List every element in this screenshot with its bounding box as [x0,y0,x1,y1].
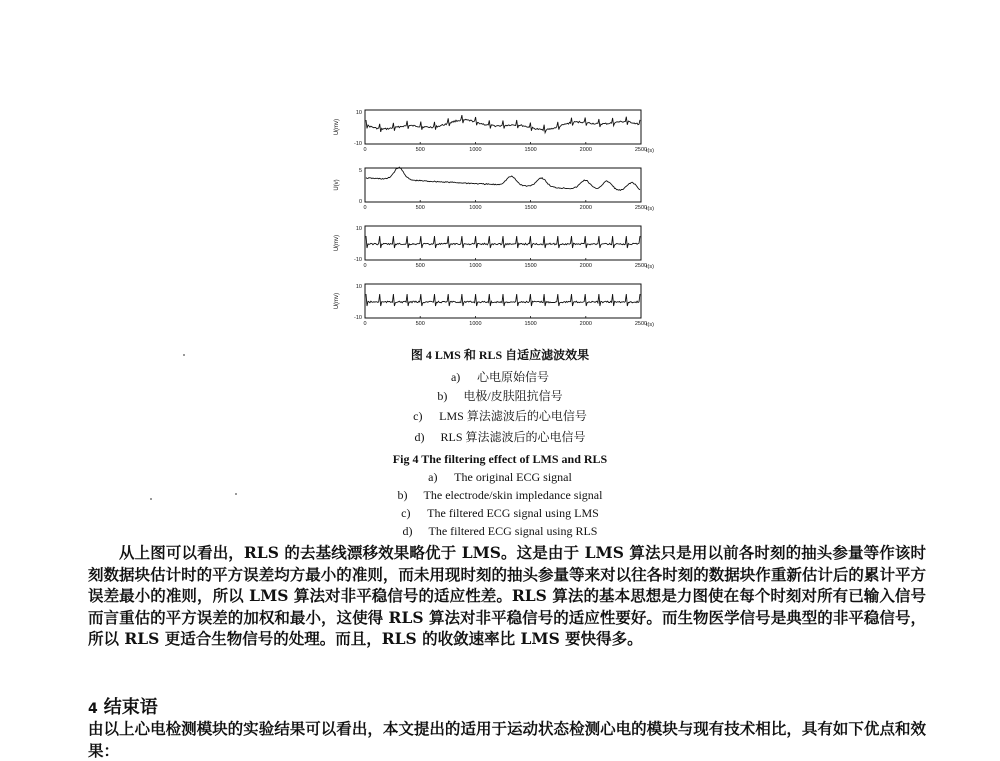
panel-c [334,226,654,270]
panel-xtick-label: 1500 [524,321,537,327]
figure-caption-title-cn: 图 4 LMS 和 RLS 自适应滤波效果 [410,348,590,362]
panel-b [334,167,654,212]
caption-item-en-c: c) The filtered ECG signal using LMS [401,506,599,520]
panel-xtick-label: 1000 [469,205,482,211]
section-number: 4 [88,701,98,717]
panel-ylabel: U(mv) [334,118,340,136]
panel-xtick-label: 0 [363,205,367,211]
scan-speck [183,354,185,356]
panel-ylabel: U(v) [334,179,340,191]
panel-xunit: t(s) [646,148,654,154]
section-heading [88,693,158,719]
panel-ytick-top: 10 [355,226,362,232]
panel-xtick-label: 2000 [579,147,592,153]
panel-ytick-bottom: -10 [354,257,362,263]
caption-item-cn-d: d) RLS 算法滤波后的心电信号 [414,430,586,444]
panel-ylabel: U(mv) [334,292,340,310]
panel-ytick-bottom: -10 [354,315,362,321]
panel-xtick-label: 0 [363,263,367,269]
panel-d [334,284,654,328]
panel-ytick-bottom: -10 [354,141,362,147]
panel-xtick-label: 1500 [524,205,537,211]
panel-xtick-label: 1000 [469,263,482,269]
panel-xunit: t(s) [646,322,654,328]
panel-xtick-label: 1000 [469,147,482,153]
scan-speck [150,498,152,500]
panel-xtick-label: 500 [415,321,425,327]
caption-item-en-d: d) The filtered ECG signal using RLS [402,524,598,538]
panel-signal-line [366,294,640,306]
panel-xtick-label: 1500 [524,263,537,269]
body-paragraph-2 [88,718,926,761]
panel-xtick-label: 2000 [579,263,592,269]
panel-a [334,110,654,154]
panel-ytick-top: 10 [355,284,362,290]
panel-xtick-label: 500 [415,263,425,269]
panel-xunit: t(s) [646,264,654,270]
caption-item-en-a: a) The original ECG signal [428,470,572,484]
figure-caption-title-en: Fig 4 The filtering effect of LMS and RLS [392,452,608,466]
panel-xtick-label: 2500 [634,263,648,269]
panel-xunit: t(s) [646,206,654,212]
caption-item-en-b: b) The electrode/skin impledance signal [397,488,603,502]
paragraph-2: 由以上心电检测模块的实验结果可以看出，本文提出的适用于运动状态检测心电的模块与现有技术相比，具有如下优点和效果： [88,719,926,760]
panel-xtick-label: 500 [415,147,425,153]
caption-item-cn-a: a) 心电原始信号 [450,370,549,384]
body-paragraph [88,542,926,650]
panel-xtick-label: 2500 [634,205,648,211]
caption-item-cn-c: c) LMS 算法滤波后的心电信号 [413,409,587,423]
panel-xtick-label: 2000 [579,205,592,211]
panel-ytick-top: 5 [358,168,362,174]
panel-ytick-bottom: 0 [358,199,362,205]
panel-xtick-label: 1000 [469,321,482,327]
panel-xtick-label: 2500 [634,147,648,153]
scan-speck [235,493,237,495]
panel-ylabel: U(mv) [334,234,340,252]
panel-xtick-label: 0 [363,147,367,153]
panel-xtick-label: 0 [363,321,367,327]
panel-signal-line [366,167,640,190]
panel-xtick-label: 1500 [524,147,537,153]
panel-ytick-top: 10 [355,110,362,116]
panel-signal-line [366,115,640,133]
paragraph-1: 从上图可以看出，RLS 的去基线漂移效果略优于 LMS。这是由于 LMS 算法只是用以前各时刻的抽头参量等作该时刻数据块估计时的平方误差均方最小的准则，而未用现时刻的抽头参量等来对以往各时刻的数据块作重新估计后的累计平方误差最小的准则，所以 LMS 算法对非平稳信号的适应性差。RLS 算法的基本思想是力图使在每个时刻对所有已输入信号而言重估的平方误差的加权和最小，这使得 RLS 算法对非平稳信号的适应性要好。而生物医学信号是典型的非平稳信号，所以 RLS 更适合生物信号的处理。而且，RLS 的收敛速率比 LMS 要快得多。 [88,543,926,649]
ecg-filtering-figure [330,100,680,340]
section-title: 结束语 [103,697,158,718]
panel-xtick-label: 500 [415,205,425,211]
panel-signal-line [366,236,640,248]
panel-xtick-label: 2000 [579,321,592,327]
panel-xtick-label: 2500 [634,321,648,327]
caption-item-cn-b: b) 电极/皮肤阻抗信号 [437,389,563,403]
panel-frame [365,168,641,202]
